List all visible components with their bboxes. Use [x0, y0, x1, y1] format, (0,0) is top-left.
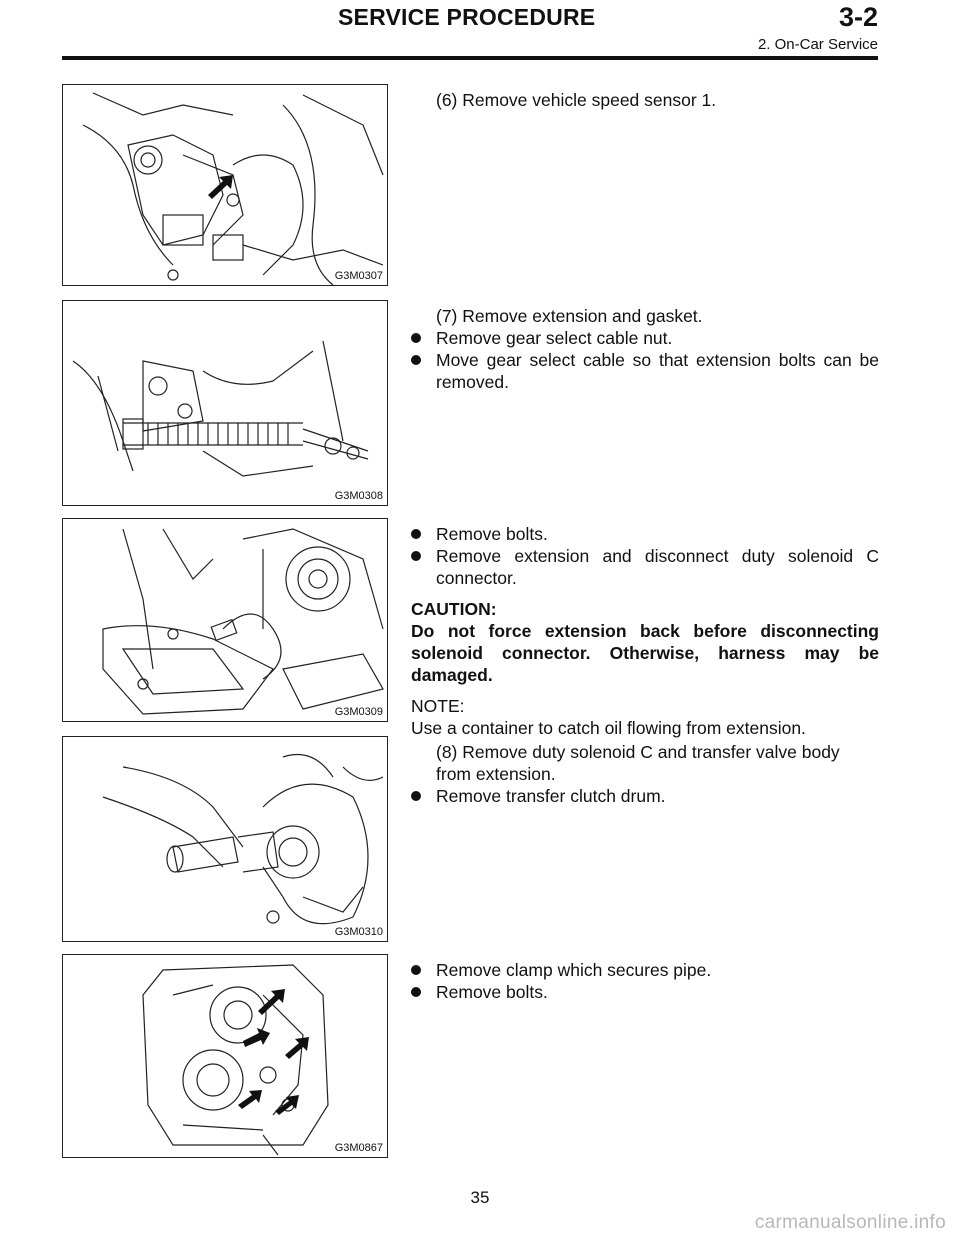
bullet-item [411, 349, 879, 393]
bullet-text: Remove bolts. [436, 982, 548, 1002]
section-code: 3-2 [838, 2, 878, 32]
figure-label: G3M0307 [334, 270, 383, 282]
bullet-item [411, 959, 879, 981]
page-title: SERVICE PROCEDURE [338, 4, 596, 30]
bullet-text: Remove extension and disconnect duty solenoid C connector. [436, 546, 879, 588]
bullet-text: Remove clamp which secures pipe. [436, 960, 712, 980]
bullet-icon [411, 987, 421, 997]
transfer-clutch-drum-illustration [63, 737, 388, 942]
figure-label: G3M0867 [334, 1142, 383, 1154]
watermark: carmanualsonline.info [754, 1212, 946, 1233]
bullet-icon [411, 355, 421, 365]
bullet-text: Remove bolts. [436, 524, 548, 544]
bolt-arrow-icon [285, 1037, 309, 1059]
bullet-text: Remove transfer clutch drum. [436, 786, 666, 806]
step-text: (6) Remove vehicle speed sensor 1. [436, 90, 717, 110]
bullet-icon [411, 333, 421, 343]
bullet-icon [411, 965, 421, 975]
figure-transfer-clutch-drum [62, 736, 388, 942]
bolt-arrow-icon [258, 989, 285, 1015]
note-title: NOTE: [411, 696, 465, 716]
section-subtitle: 2. On-Car Service [757, 36, 878, 53]
step-text: (8) Remove duty solenoid C and transfer valve body from extension. [436, 742, 840, 784]
section-remove-extension [411, 523, 879, 739]
bullet-item [411, 327, 879, 349]
note-text: Use a container to catch oil flowing from extension. [411, 718, 806, 738]
bullet-icon [411, 529, 421, 539]
caution-text: Do not force extension back before disconnecting solenoid connector. Otherwise, harness may be damaged. [411, 621, 879, 685]
bullet-text: Move gear select cable so that extension bolts can be removed. [436, 350, 879, 392]
clamp-bolts-illustration [63, 955, 388, 1158]
bullet-icon [411, 551, 421, 561]
figure-speed-sensor [62, 84, 388, 286]
figure-extension-solenoid [62, 518, 388, 722]
bullet-icon [411, 791, 421, 801]
bullet-item [411, 523, 879, 545]
extension-solenoid-illustration [63, 519, 388, 722]
bolt-arrow-icon [238, 1090, 262, 1109]
bolt-arrow-icon [275, 1095, 299, 1115]
caution-title: CAUTION: [411, 599, 497, 619]
bullet-item [411, 545, 879, 589]
step-text: (7) Remove extension and gasket. [436, 306, 703, 326]
figure-label: G3M0309 [334, 706, 383, 718]
section-duty-solenoid [411, 741, 879, 807]
figure-label: G3M0308 [334, 490, 383, 502]
header-rule [62, 56, 878, 60]
gear-select-cable-illustration [63, 301, 388, 506]
bullet-item [411, 981, 879, 1003]
page-number: 35 [470, 1188, 490, 1207]
section-extension-gasket [411, 305, 879, 393]
figure-label: G3M0310 [334, 926, 383, 938]
section-clamp-bolts [411, 959, 879, 1003]
bullet-item [411, 785, 879, 807]
figure-gear-select-cable [62, 300, 388, 506]
speed-sensor-illustration [63, 85, 388, 286]
bullet-text: Remove gear select cable nut. [436, 328, 673, 348]
section-speed-sensor [411, 89, 879, 111]
bolt-arrow-icon [243, 1028, 270, 1047]
figure-clamp-bolts [62, 954, 388, 1158]
